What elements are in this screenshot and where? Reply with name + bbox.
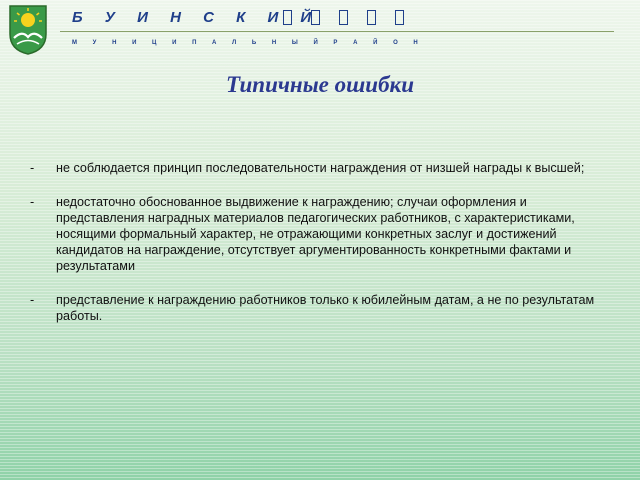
missing-glyph-icon <box>339 10 348 25</box>
district-subtitle: М У Н И Ц И П А Л Ь Н Ы Й Р А Й О Н <box>72 40 425 46</box>
slide-title: Типичные ошибки <box>225 72 414 97</box>
header <box>0 0 640 62</box>
list-item <box>28 160 608 176</box>
list-item <box>28 292 608 324</box>
missing-glyph-icon <box>395 10 404 25</box>
list-item-text: не соблюдается принцип последовательности награждения от низшей награды к высшей; <box>56 161 585 175</box>
bullet-marker: - <box>30 161 35 175</box>
missing-glyph-icon <box>367 10 376 25</box>
header-glyphs <box>283 10 404 25</box>
list-item-text: представление к награждению работников только к юбилейным датам, а не по результатам работы. <box>56 293 595 323</box>
district-name: Б У И Н С К И Й <box>72 9 321 26</box>
missing-glyph-icon <box>283 10 292 25</box>
district-emblem-icon <box>8 4 48 56</box>
bullet-marker: - <box>30 293 35 307</box>
header-divider <box>60 31 614 32</box>
error-list <box>28 160 608 342</box>
list-item-text: недостаточно обоснованное выдвижение к награждению; случаи оформления и представления наградных материалов педагогических работников, с характеристиками, носящими формальный характер, не отражающими конкретных заслуг и достижений кандидатов на награждение, отсутствует аргументированность конкретными фактами и результатами <box>56 195 575 273</box>
bullet-marker: - <box>30 195 35 209</box>
missing-glyph-icon <box>311 10 320 25</box>
list-item <box>28 194 608 274</box>
